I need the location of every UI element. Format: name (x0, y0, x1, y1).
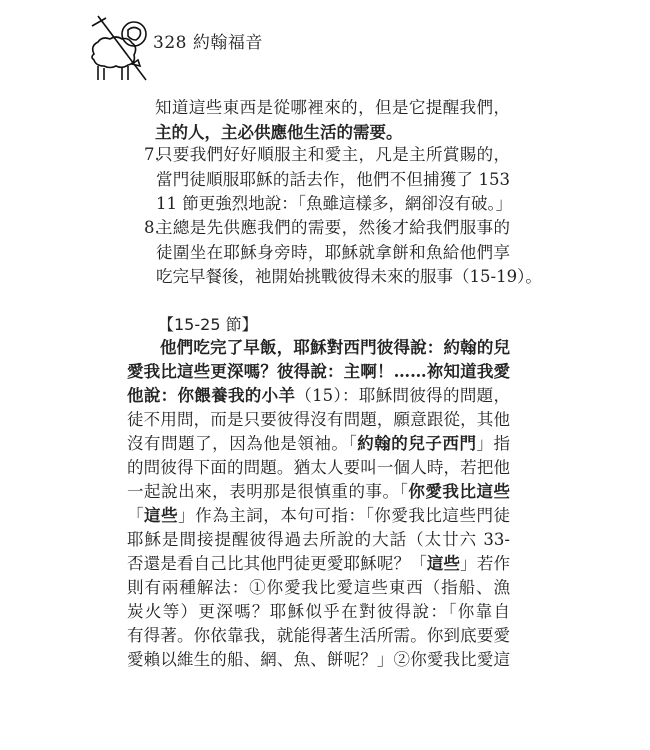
text-run: 主總是先供應我們的需要，然後才給我們服事的 (156, 218, 510, 237)
text-run: 有得著。你依靠我，就能得著生活所需。你到底要愛 (127, 626, 510, 645)
text-run: 的問彼得下面的問題。猶太人要叫一個人時，若把他 (127, 458, 510, 477)
text-line (155, 121, 510, 146)
bold-text: 他們吃完了早飯，耶穌對西門彼得說：約翰的兒 (160, 338, 510, 357)
text-line (156, 241, 510, 266)
bold-text: 這些 (426, 554, 461, 573)
section-body (127, 336, 510, 672)
text-line (156, 216, 510, 241)
text-run: 」指 (476, 434, 510, 453)
text-line (127, 432, 510, 456)
list-item-8 (144, 216, 542, 290)
text-run: 11 節更強烈地說：「魚雖這樣多，網卻沒有破。」 (156, 194, 513, 213)
text-line (156, 265, 542, 290)
text-line (156, 168, 510, 193)
text-run: 知道這些東西是從哪裡來的，但是它提醒我們， (155, 98, 510, 117)
text-line (127, 600, 510, 624)
text-line (156, 143, 510, 168)
text-line (155, 96, 510, 121)
text-line (127, 504, 510, 528)
bold-text: 愛我比這些更深嗎？彼得說：主啊！……祢知道我愛 (127, 362, 510, 381)
text-line (156, 192, 513, 217)
intro-paragraph (155, 96, 510, 145)
book-title: 約翰福音 (192, 33, 263, 53)
text-line (127, 456, 510, 480)
text-line (127, 576, 510, 600)
section-heading: 【15-25 節】 (158, 315, 258, 334)
text-run: 愛賴以維生的船、網、魚、餅呢？」②你愛我比愛這 (127, 650, 510, 669)
text-run: 徒不用問，而是只要彼得沒有問題，願意跟從，其他 (127, 410, 510, 429)
text-run: 耶穌是間接提醒彼得過去所說的大話（太廿六 33- (127, 530, 510, 549)
text-run: 沒有問題了，因為他是領袖。「 (127, 434, 358, 453)
text-run: 」作為主詞，本句可指：「你愛我比這些門徒 (178, 506, 510, 525)
list-item-7 (144, 143, 513, 217)
text-line (127, 336, 510, 360)
text-run: 則有兩種解法：①你愛我比愛這些東西（指船、漁 (127, 578, 510, 597)
bold-text: 他說：你餵養我的小羊 (127, 386, 296, 405)
text-run: 徒圍坐在耶穌身旁時，耶穌就拿餅和魚給他們享 (156, 242, 510, 262)
text-run: 否還是看自己比其他門徒更愛耶穌呢？「 (127, 554, 427, 573)
text-run: 炭火等）更深嗎？耶穌似乎在對彼得說：「你靠自 (127, 602, 510, 621)
text-line (127, 384, 510, 408)
text-line (127, 624, 510, 648)
text-line (127, 528, 510, 552)
text-line (127, 648, 510, 672)
text-run: 」若作 (460, 554, 510, 573)
text-line (127, 480, 510, 504)
text-run: 「 (127, 506, 145, 525)
text-line (127, 552, 510, 576)
running-header (153, 28, 263, 53)
bold-text: 主的人，主必供應他生活的需要。 (155, 122, 403, 142)
bold-text: 你愛我比這些 (408, 482, 510, 501)
text-run: 一起說出來，表明那是很慎重的事。「 (127, 482, 409, 501)
bold-text: 這些 (144, 506, 179, 525)
text-line (127, 360, 510, 384)
text-run: （15）：耶穌問彼得的問題， (295, 386, 510, 405)
lamb-logo-icon (88, 14, 160, 84)
text-run: 當門徒順服耶穌的話去作，他們不但捕獲了 153 (156, 169, 510, 189)
text-run: 只要我們好好順服主和愛主，凡是主所賞賜的， (156, 145, 510, 164)
bold-text: 約翰的兒子西門 (357, 434, 477, 453)
text-run: 吃完早餐後，祂開始挑戰彼得未來的服事（15-19）。 (156, 267, 542, 286)
list-number: 7. (144, 145, 160, 164)
text-line (127, 408, 510, 432)
page-number: 328 (153, 33, 187, 53)
list-number: 8. (144, 218, 160, 237)
